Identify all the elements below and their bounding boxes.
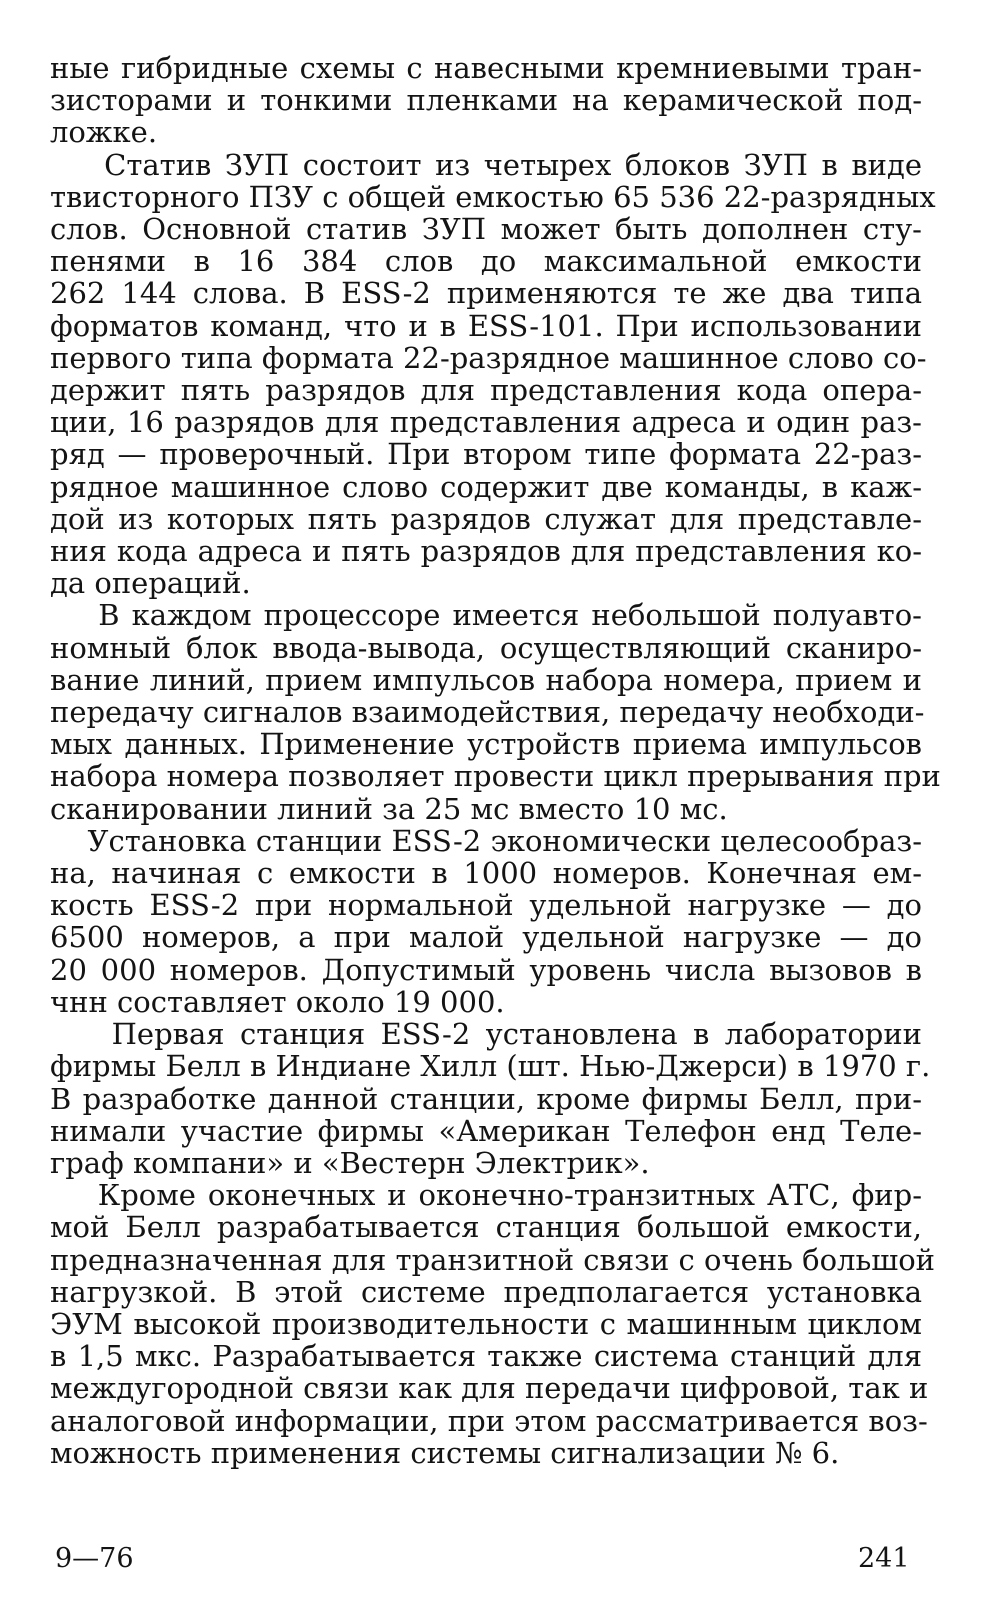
text-line: 262 144 слова. В ESS-2 применяются те же два типа (50, 276, 922, 311)
text-line: держит пять разрядов для представления кода опера- (50, 373, 922, 408)
page-text-block (50, 51, 941, 1470)
text-line: вание линий, прием импульсов набора номера, прием и (50, 662, 922, 697)
text-line: слов. Основной статив ЗУП может быть дополнен сту- (50, 212, 922, 247)
text-line: нимали участие фирмы «Американ Телефон енд Теле- (50, 1113, 922, 1148)
text-line: сканировании линий за 25 мс вместо 10 мс. (50, 791, 728, 826)
text-line: Кроме оконечных и оконечно-транзитных АТС, фир- (50, 1178, 922, 1213)
text-line: граф компани» и «Вестерн Электрик». (50, 1145, 650, 1180)
text-line: твисторного ПЗУ с общей емкостью 65 536 22-разрядных (50, 179, 936, 214)
text-line: В каждом процессоре имеется небольшой полуавто- (50, 598, 922, 633)
text-line: Первая станция ESS-2 установлена в лаборатории (50, 1017, 922, 1052)
text-line: междугородной связи как для передачи цифровой, так и (50, 1371, 929, 1406)
text-line: ряд — проверочный. При втором типе формата 22-раз- (50, 437, 922, 472)
text-line: дой из которых пять разрядов служат для представле- (50, 501, 922, 536)
text-line: ЭУМ высокой производительности с машинным циклом (50, 1306, 922, 1341)
text-line: первого типа формата 22-разрядное машинное слово со- (50, 340, 927, 375)
text-line: передачу сигналов взаимодействия, передачу необходи- (50, 695, 925, 730)
text-line: чнн составляет около 19 000. (50, 984, 505, 1019)
text-line: ные гибридные схемы с навесными кремниевыми тран- (50, 51, 922, 85)
text-line: набора номера позволяет провести цикл прерывания при (50, 759, 941, 794)
text-line: нагрузкой. В этой системе предполагается установка (50, 1274, 922, 1309)
text-line: фирмы Белл в Индиане Хилл (шт. Нью-Джерси) в 1970 г. (50, 1049, 931, 1084)
text-line: да операций. (50, 566, 251, 601)
text-line: мой Белл разрабатывается станция большой емкости, (50, 1210, 922, 1245)
page-number: 241 (858, 1543, 910, 1574)
text-line: рядное машинное слово содержит две команды, в каж- (50, 469, 922, 504)
text-line: на, начиная с емкости в 1000 номеров. Конечная ем- (50, 856, 922, 891)
text-line: кость ESS-2 при нормальной удельной нагрузке — до (50, 888, 922, 923)
text-line: ложке. (50, 115, 158, 150)
text-line: 20 000 номеров. Допустимый уровень числа вызовов в (50, 952, 922, 987)
text-line: Статив ЗУП состоит из четырех блоков ЗУП в виде (50, 147, 922, 182)
text-line: мых данных. Применение устройств приема импульсов (50, 727, 922, 762)
text-line: зисторами и тонкими пленками на керамической под- (50, 83, 922, 118)
text-line: в 1,5 мкс. Разрабатывается также система станций для (50, 1339, 922, 1374)
printer-signature: 9—76 (55, 1543, 134, 1574)
text-line: ния кода адреса и пять разрядов для представления ко- (50, 534, 922, 569)
text-line: форматов команд, что и в ESS-101. При использовании (50, 308, 922, 343)
text-line: номный блок ввода-вывода, осуществляющий сканиро- (50, 630, 922, 665)
text-line: можность применения системы сигнализации № 6. (50, 1435, 840, 1470)
text-line: предназначенная для транзитной связи с очень большой (50, 1242, 935, 1277)
text-line: 6500 номеров, а при малой удельной нагрузке — до (50, 920, 922, 955)
text-line: Установка станции ESS-2 экономически целесообраз- (50, 823, 922, 858)
text-line: пенями в 16 384 слов до максимальной емкости (50, 244, 922, 279)
text-line: В разработке данной станции, кроме фирмы Белл, при- (50, 1081, 922, 1116)
text-line: аналоговой информации, при этом рассматривается воз- (50, 1403, 928, 1438)
text-line: ции, 16 разрядов для представления адреса и один раз- (50, 405, 922, 440)
